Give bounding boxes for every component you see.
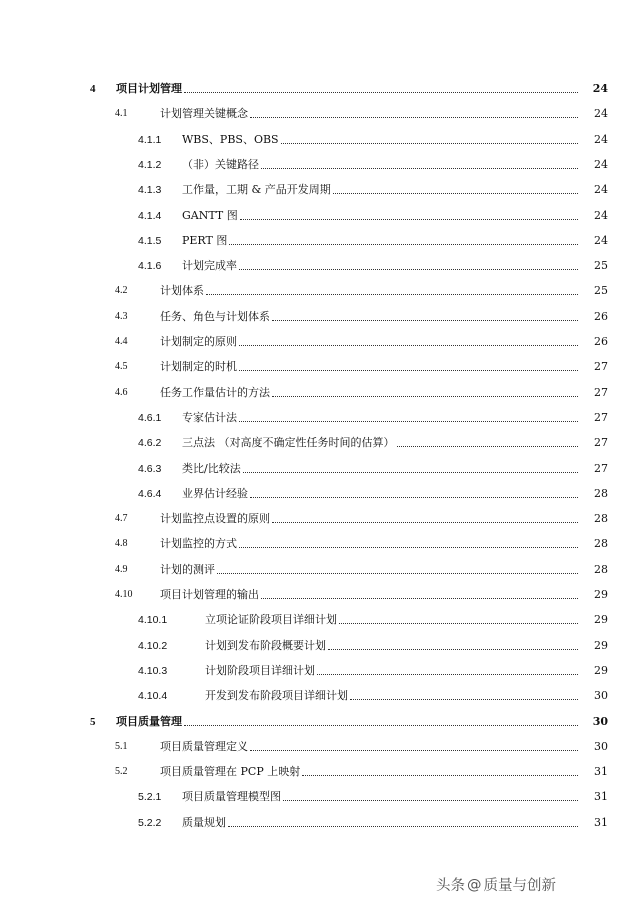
watermark [436,874,556,895]
toc-entry[interactable] [0,131,640,147]
toc-entry[interactable] [0,308,640,324]
watermark-author: 质量与创新 [483,878,556,894]
toc-entry-title[interactable]: 任务工作量估计的方法 [160,385,270,399]
toc-entry[interactable] [0,105,640,121]
toc-dot-leader [333,193,578,194]
toc-dot-leader [240,219,578,220]
toc-entry-title[interactable]: WBS、PBS、OBS [182,132,279,146]
toc-entry[interactable] [0,460,640,476]
toc-entry-title-group [182,209,578,223]
toc-entry-title-group [116,715,578,729]
toc-entry-page: 24 [594,132,608,146]
toc-entry-page: 28 [594,562,608,576]
toc-entry-title-group [205,639,578,653]
toc-dot-leader [397,446,579,447]
toc-dot-leader [239,370,578,371]
toc-entry[interactable] [0,156,640,172]
toc-entry-title[interactable]: 立项论证阶段项目详细计划 [205,613,337,627]
toc-entry-number: 4.1.1 [138,133,162,146]
toc-entry-number: 4.4 [115,336,128,347]
toc-dot-leader [272,320,578,321]
toc-entry[interactable] [0,282,640,298]
toc-entry-page: 24 [594,157,608,171]
toc-entry[interactable] [0,687,640,703]
toc-entry[interactable] [0,333,640,349]
toc-entry-page: 24 [594,208,608,222]
toc-entry-page: 30 [592,714,608,728]
toc-entry-page: 29 [594,638,608,652]
toc-entry-title[interactable]: 质量规划 [182,815,226,829]
toc-dot-leader [239,421,578,422]
toc-entry-title[interactable]: 项目计划管理 [116,82,182,95]
toc-entry-title-group [160,563,578,577]
toc-entry-number: 4.1 [115,108,128,120]
toc-dot-leader [261,168,578,169]
toc-entry-title-group [205,613,578,627]
toc-entry-title-group [182,183,578,197]
toc-dot-leader [281,143,578,144]
toc-entry-title[interactable]: 项目计划管理的输出 [160,588,259,601]
toc-entry-page: 26 [594,335,608,348]
toc-entry-page: 24 [594,107,608,121]
toc-entry[interactable] [0,384,640,400]
toc-entry-page: 27 [594,410,608,424]
toc-dot-leader [239,345,578,346]
toc-dot-leader [272,396,578,397]
toc-entry[interactable] [0,181,640,197]
toc-entry-page: 25 [594,284,608,298]
toc-entry[interactable] [0,409,640,425]
toc-entry-title-group [160,537,578,551]
toc-entry-page: 29 [594,613,608,627]
toc-entry-title[interactable]: 计划监控的方式 [160,537,237,551]
toc-entry-title-group [160,588,578,602]
toc-entry-page: 28 [594,512,608,526]
toc-entry-number: 4.2 [115,285,128,297]
toc-entry-title[interactable]: 项目质量管理模型图 [182,790,281,804]
at-symbol: @ [467,876,482,893]
toc-dot-leader [272,522,578,523]
toc-entry-number: 5.2 [115,766,128,778]
toc-entry[interactable] [0,561,640,577]
toc-entry-number: 4.10.1 [138,614,168,627]
toc-entry-page: 30 [594,739,608,753]
toc-entry[interactable] [0,434,640,450]
toc-entry[interactable] [0,814,640,830]
toc-dot-leader [229,244,578,245]
toc-entry-title[interactable]: 计划制定的原则 [160,335,237,348]
toc-entry-page: 27 [594,436,608,450]
toc-entry-title[interactable]: 项目质量管理 [116,714,182,728]
toc-entry[interactable] [0,611,640,627]
toc-entry-title[interactable]: 计划到发布阶段概要计划 [205,638,326,652]
toc-entry-title-group [160,386,578,400]
toc-entry-number: 5 [90,715,96,728]
toc-entry-title-group [182,411,578,425]
toc-dot-leader [243,472,578,473]
toc-entry-title-group [116,82,578,96]
toc-entry-page: 25 [594,259,608,273]
toc-dot-leader [184,92,578,93]
toc-entry-page: 31 [594,765,608,779]
toc-entry-title-group [205,664,578,678]
toc-entry-title[interactable]: 项目质量管理在 PCP 上映射 [160,765,301,779]
toc-entry[interactable] [0,358,640,374]
toc-entry-page: 27 [594,461,608,475]
toc-entry-title[interactable]: 计划管理关键概念 [160,107,248,121]
toc-entry[interactable] [0,788,640,804]
toc-entry[interactable] [0,662,640,678]
toc-entry-number: 4 [90,83,96,95]
toc-dot-leader [250,750,578,751]
toc-entry-title-group [182,816,578,830]
toc-dot-leader [302,775,578,776]
toc-entry-page: 29 [594,588,608,601]
toc-entry-title[interactable]: 计划制定的时机 [160,360,237,374]
toc-entry[interactable] [0,637,640,653]
toc-entry-page: 28 [594,486,608,500]
toc-entry[interactable] [0,763,640,779]
toc-entry-page: 24 [594,233,608,247]
toc-entry[interactable] [0,535,640,551]
toc-entry-number: 4.6 [115,386,128,398]
toc-entry[interactable] [0,485,640,501]
toc-entry-title[interactable]: 业界估计经验 [182,486,248,500]
watermark-source: 头条 [436,878,465,894]
toc-dot-leader [239,547,578,548]
toc-entry-title-group [160,360,578,374]
toc-dot-leader [217,573,578,574]
toc-entry-page: 27 [594,360,608,374]
toc-dot-leader [261,598,578,599]
toc-entry-title-group [160,740,578,754]
toc-entry-number: 4.6.3 [138,462,162,475]
toc-entry-page: 24 [592,82,608,95]
toc-entry-number: 5.2.1 [138,791,162,804]
toc-dot-leader [228,826,578,827]
toc-entry[interactable] [0,232,640,248]
toc-entry-title[interactable]: 计划阶段项目详细计划 [205,663,315,677]
toc-entry-number: 4.10.2 [138,639,168,652]
toc-entry-title[interactable]: GANTT 图 [182,208,238,222]
toc-entry-number: 5.2.2 [138,816,162,829]
toc-entry-title[interactable]: 计划监控点设置的原则 [160,512,270,526]
toc-dot-leader [283,800,578,801]
toc-entry-page: 30 [594,689,608,703]
toc-entry-number: 4.3 [115,310,128,322]
toc-entry-title[interactable]: 三点法 （对高度不确定性任务时间的估算） [182,436,395,450]
toc-entry-number: 4.6.1 [138,411,162,424]
toc-entry-title[interactable]: 工作量，工期 & 产品开发周期 [182,183,331,197]
toc-entry-page: 24 [594,183,608,197]
toc-entry-title[interactable]: 计划完成率 [182,259,237,273]
toc-entry[interactable] [0,586,640,602]
toc-entry-title[interactable]: 项目质量管理定义 [160,739,248,753]
toc-entry-page: 28 [594,537,608,551]
toc-entry-number: 4.1.5 [138,234,162,247]
toc-entry-title-group [182,133,578,147]
toc-entry[interactable] [0,738,640,754]
toc-entry-title[interactable]: PERT 图 [182,233,228,247]
toc-entry-number: 4.5 [115,361,128,373]
toc-dot-leader [250,497,578,498]
toc-entry-number: 4.1.6 [138,260,162,273]
toc-dot-leader [317,674,578,675]
toc-entry-number: 4.7 [115,513,128,525]
toc-entry[interactable] [0,257,640,273]
toc-entry-number: 4.10.4 [138,690,168,703]
toc-entry-title-group [160,107,578,121]
toc-entry[interactable] [0,207,640,223]
toc-entry-title-group [182,487,578,501]
toc-entry-title[interactable]: 开发到发布阶段项目详细计划 [205,689,348,703]
toc-entry[interactable] [0,510,640,526]
toc-entry-title-group [160,310,578,324]
toc-entry-page: 31 [594,790,608,804]
toc-entry-page: 29 [594,663,608,677]
toc-entry-title[interactable]: 类比/比较法 [182,461,241,475]
toc-entry-title-group [205,689,578,703]
toc-entry-number: 4.10.3 [138,664,168,677]
toc-entry-title-group [182,790,578,804]
toc-entry-page: 27 [594,385,608,399]
toc-dot-leader [239,269,578,270]
toc-dot-leader [339,623,578,624]
toc-entry-title-group [160,765,578,779]
toc-entry-title[interactable]: 任务、角色与计划体系 [160,309,270,323]
toc-entry[interactable] [0,713,640,729]
toc-entry-title-group [182,259,578,273]
toc-entry-title[interactable]: 计划的测评 [160,562,215,576]
toc-entry-title-group [182,436,578,450]
toc-entry-title-group [160,512,578,526]
toc-entry-number: 4.1.4 [138,209,162,222]
toc-entry-title[interactable]: （非）关键路径 [182,157,259,171]
toc-entry-title-group [182,462,578,476]
toc-entry-page: 31 [594,815,608,829]
toc-dot-leader [328,649,578,650]
toc-entry-number: 4.6.2 [138,437,162,450]
toc-dot-leader [350,699,578,700]
toc-entry-title[interactable]: 计划体系 [160,284,204,298]
toc-entry-number: 4.9 [115,563,128,575]
toc-dot-leader [250,117,578,118]
toc-entry-title-group [160,284,578,298]
toc-dot-leader [206,294,578,295]
toc-dot-leader [184,725,578,726]
toc-entry[interactable] [0,80,640,96]
toc-entry-number: 4.10 [115,589,133,600]
toc-entry-title[interactable]: 专家估计法 [182,410,237,424]
toc-entry-number: 4.1.2 [138,158,162,171]
toc-entry-number: 5.1 [115,740,128,752]
toc-entry-title-group [182,234,578,248]
toc-entry-number: 4.6.4 [138,487,162,500]
toc-entry-title-group [182,158,578,172]
toc-entry-title-group [160,335,578,349]
toc-entry-page: 26 [594,309,608,323]
toc-entry-number: 4.8 [115,538,128,550]
toc-entry-number: 4.1.3 [138,184,162,197]
